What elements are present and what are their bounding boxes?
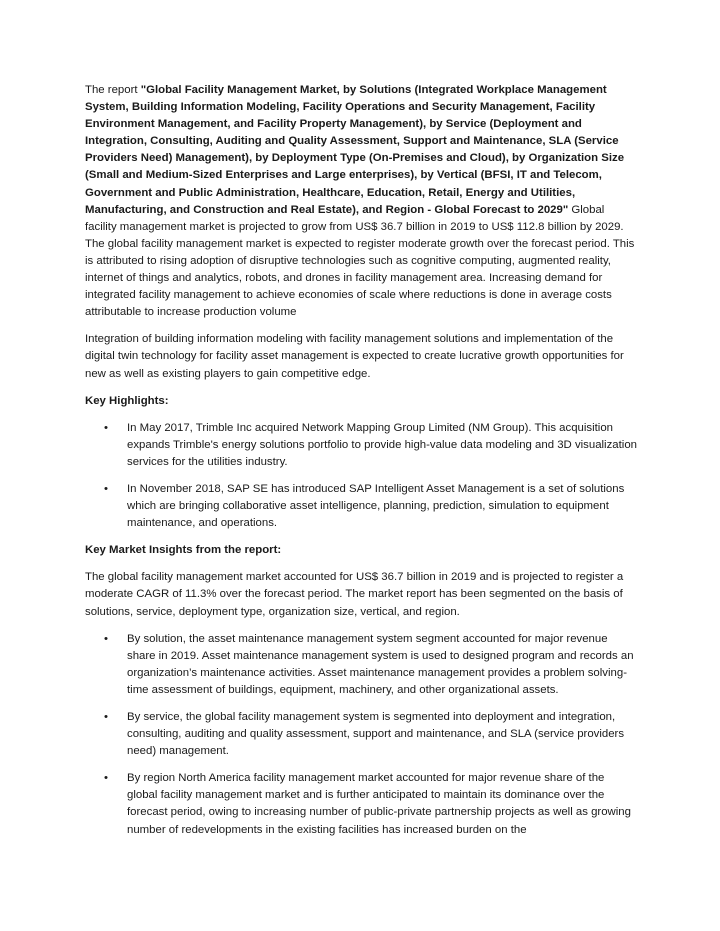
intro-paragraph <box>85 82 637 321</box>
bullet-icon: • <box>104 632 108 645</box>
list-item <box>85 770 637 838</box>
key-insights-heading: Key Market Insights from the report: <box>85 544 282 557</box>
integration-paragraph: Integration of building information modeling with facility management solutions and implementation of the digital twin technology for facility asset management is expected to create lucrative growth opportunities for new as well as existing players to gain competitive edge. <box>85 333 624 380</box>
bullet-icon: • <box>104 772 108 785</box>
bullet-icon: • <box>104 421 108 434</box>
key-highlights-heading: Key Highlights: <box>85 394 169 407</box>
bullet-icon: • <box>104 711 108 723</box>
insights-paragraph: The global facility management market accounted for US$ 36.7 billion in 2019 and is projected to register a moderate CAGR of 11.3% over the forecast period. The market report has been segmented on the basis of solutions, service, deployment type, organization size, vertical, and region. <box>85 571 624 618</box>
list-item <box>85 631 637 699</box>
report-title: "Global Facility Management Market, by Solutions (Integrated Workplace Management System, Building Information Modeling, Facility Operations and Security Management, Facility Environment Management, and Facility Property Management), by Service (Deployment and Integration, Consulting, Auditing and Quality Assessment, Support and Maintenance, SLA (Service Providers Need) Management), by Deployment Type (On-Premises and Cloud), by Organization Size (Small and Medium-Sized Enterprises and Large enterprises), by Vertical (BFSI, IT and Telecom, Government and Public Administration, Healthcare, Education, Retail, Energy and Utilities, Manufacturing, and Construction and Real Estate), and Region - Global Forecast to 2029" <box>85 84 625 216</box>
highlight-text: In May 2017, Trimble Inc acquired Network Mapping Group Limited (NM Group). This acquisition expands Trimble's energy solutions portfolio to provide high-value data modeling and 3D visualization services for the utilities industry. <box>127 421 637 468</box>
insight-text: By region North America facility management market accounted for major revenue share of the global facility management market and is further anticipated to maintain its dominance over the forecast period, owing to increasing number of public-private partnership projects as well as growing number of redevelopments in the existing facilities has increased burden on the <box>127 772 631 836</box>
key-highlights-list <box>85 420 637 533</box>
intro-body: Global facility management market is projected to grow from US$ 36.7 billion in 2019 to US$ 112.8 billion by 2029. The global facility management market is expected to register moderate growth over the forecast period. This is attributed to rising adoption of disruptive technologies such as cognitive computing, augmented reality, internet of things and analytics, robots, and drones in facility management area. Increasing demand for integrated facility management to achieve economies of scale where reductions is done in average costs attributable to increase production volume <box>85 203 635 319</box>
highlight-text: In November 2018, SAP SE has introduced SAP Intelligent Asset Management is a set of solutions which are bringing collaborative asset intelligence, planning, prediction, simulation to equipment maintenance, and operations. <box>127 482 625 530</box>
list-item <box>85 420 637 471</box>
intro-lead: The report <box>85 84 141 96</box>
insight-text: By solution, the asset maintenance management system segment accounted for major revenue share in 2019. Asset maintenance management system is used to designed program and records an organization’s maintenance activities. Asset maintenance management provides a problem solving-time assessment of buildings, equipment, machinery, and other organizational assets. <box>127 632 634 696</box>
insight-text: By service, the global facility management system is segmented into deployment and integration, consulting, auditing and quality assessment, support and maintenance, and SLA (service providers need) management. <box>127 711 625 758</box>
list-item <box>85 709 637 760</box>
key-insights-list <box>85 631 637 839</box>
document-body <box>85 82 637 849</box>
list-item <box>85 481 637 532</box>
bullet-icon: • <box>104 482 108 495</box>
